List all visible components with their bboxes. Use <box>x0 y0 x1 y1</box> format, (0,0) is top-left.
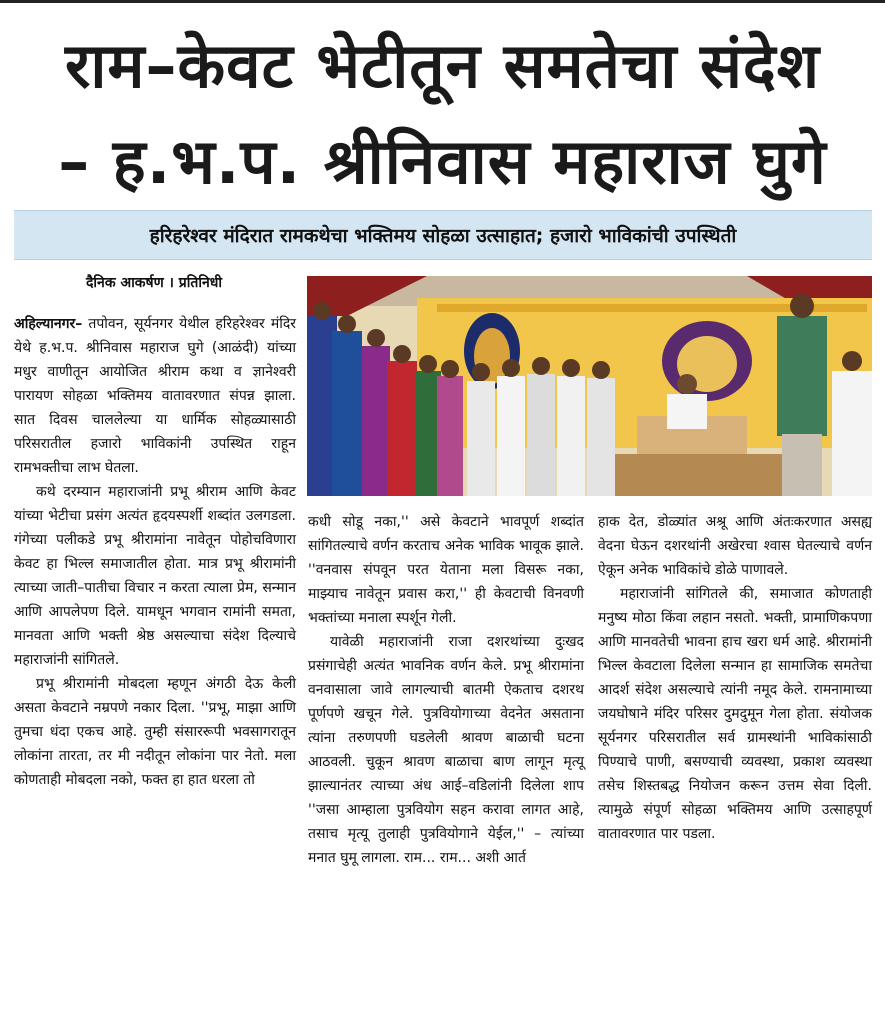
headline <box>0 18 885 210</box>
byline: दैनिक आकर्षण । प्रतिनिधी <box>86 275 222 291</box>
paragraph: यावेळी महाराजांनी राजा दशरथांच्या दुःखद प्रसंगाचेही अत्यंत भावनिक वर्णन केले. प्रभू श्रीरामांना वनवासाला जावे लागल्याची बातमी ऐकताच दशरथ पूर्णपणे खचून गेले. पुत्रवियोगाच्या वेदनेत असताना त्यांना तरुणपणी घडलेली श्रावण बाळाची घटना आठवली. चुकून श्रावण बाळाचा बाण लागून मृत्यू झाल्यानंतर त्याच्या अंध आई–वडिलांनी दिलेला शाप ''जसा आम्हाला पुत्रवियोग सहन करावा लागत आहे, तसाच मृत्यू तुलाही पुत्रवियोगाने येईल,'' – त्यांच्या मनात घुमू लागला. राम... राम... अशी आर्त <box>308 634 584 866</box>
dateline: अहिल्यानगर– <box>14 316 83 332</box>
paragraph: हाक देत, डोळ्यांत अश्रू आणि अंतःकरणात असह्य वेदना घेऊन दशरथांनी अखेरचा श्वास घेतल्याचे वर्णन ऐकून अनेक भाविकांचे डोळे पाणावले. <box>598 514 872 578</box>
paragraph: महाराजांनी सांगितले की, समाजात कोणताही मनुष्य मोठा किंवा लहान नसतो. भक्ती, प्रामाणिकपणा आणि मानवतेची भावना हाच खरा धर्म आहे. श्रीरामांनी भिल्ल केवटाला दिलेला सन्मान हा सामाजिक समतेचा आदर्श संदेश असल्याचे त्यांनी नमूद केले. रामनामाच्या जयघोषाने मंदिर परिसर दुमदुमून गेला होता. संयोजक सूर्यनगर परिसरातील सर्व ग्रामस्थांनी भाविकांसाठी पिण्याचे पाणी, बसण्याची व्यवस्था, प्रकाश व्यवस्था तसेच शिस्तबद्ध नियोजन करून उत्तम सेवा दिली. त्यामुळे संपूर्ण सोहळा भक्तिमय आणि उत्साहपूर्ण वातावरणात पार पडला. <box>598 586 872 842</box>
article-column-1 <box>14 312 296 792</box>
paragraph: कधी सोडू नका,'' असे केवटाने भावपूर्ण शब्दांत सांगितल्याचे वर्णन करताच अनेक भाविक भावूक झाले. ''वनवास संपवून परत येताना मला विसरू नका, माझ्याच नावेतून प्रवास करा,'' ही केवटाची विनवणी भक्तांच्या मनाला स्पर्शून गेली. <box>308 514 584 626</box>
event-stage-photo-icon <box>307 276 872 496</box>
paragraph <box>14 312 296 480</box>
subheadline-band <box>14 210 872 260</box>
article-column-3 <box>598 510 872 846</box>
headline-line-1: राम–केवट भेटीतून समतेचा संदेश <box>65 29 820 102</box>
subheadline: हरिहरेश्वर मंदिरात रामकथेचा भक्तिमय सोहळा उत्साहात; हजारो भाविकांची उपस्थिती <box>149 225 737 247</box>
article-photo <box>307 276 872 496</box>
top-rule <box>0 0 885 3</box>
paragraph: कथे दरम्यान महाराजांनी प्रभू श्रीराम आणि केवट यांच्या भेटीचा प्रसंग अत्यंत हृदयस्पर्शी शब्दांत उलगडला. गंगेच्या पलीकडे प्रभू श्रीरामांना नावेतून पोहोचविणारा केवट हा भिल्ल समाजातील होता. मात्र प्रभू श्रीरामांनी त्याच्या जाती–पातीचा विचार न करता त्याला प्रेम, सन्मान आणि आपलेपण दिले. यामधून भगवान रामांनी समता, मानवता आणि भक्ती श्रेष्ठ असल्याचा संदेश दिल्याचे महाराजांनी सांगितले. <box>14 484 296 668</box>
headline-line-2: – ह.भ.प. श्रीनिवास महाराज घुगे <box>58 125 827 198</box>
paragraph-text: तपोवन, सूर्यनगर येथील हरिहरेश्वर मंदिर येथे ह.भ.प. श्रीनिवास महाराज घुगे (आळंदी) यांच्या मधुर वाणीतून आयोजित श्रीराम कथा व ज्ञानेश्वरी पारायण सोहळा भक्तिमय वातावरणात संपन्न झाला. सात दिवस चाललेल्या या धार्मिक सोहळ्यासाठी परिसरातील हजारो भाविकांनी उपस्थित राहून रामभक्तीचा लाभ घेतला. <box>14 316 296 476</box>
article-column-2 <box>308 510 584 870</box>
paragraph: प्रभू श्रीरामांनी मोबदला म्हणून अंगठी देऊ केली असता केवटाने नम्रपणे नकार दिला. ''प्रभू, माझा आणि तुमचा धंदा एकच आहे. तुम्ही संसाररूपी भवसागरातून लोकांना तारता, तर मी नदीतून लोकांना पार नेतो. मला कोणताही मोबदला नको, फक्त हा हात धरला तो <box>14 676 296 788</box>
